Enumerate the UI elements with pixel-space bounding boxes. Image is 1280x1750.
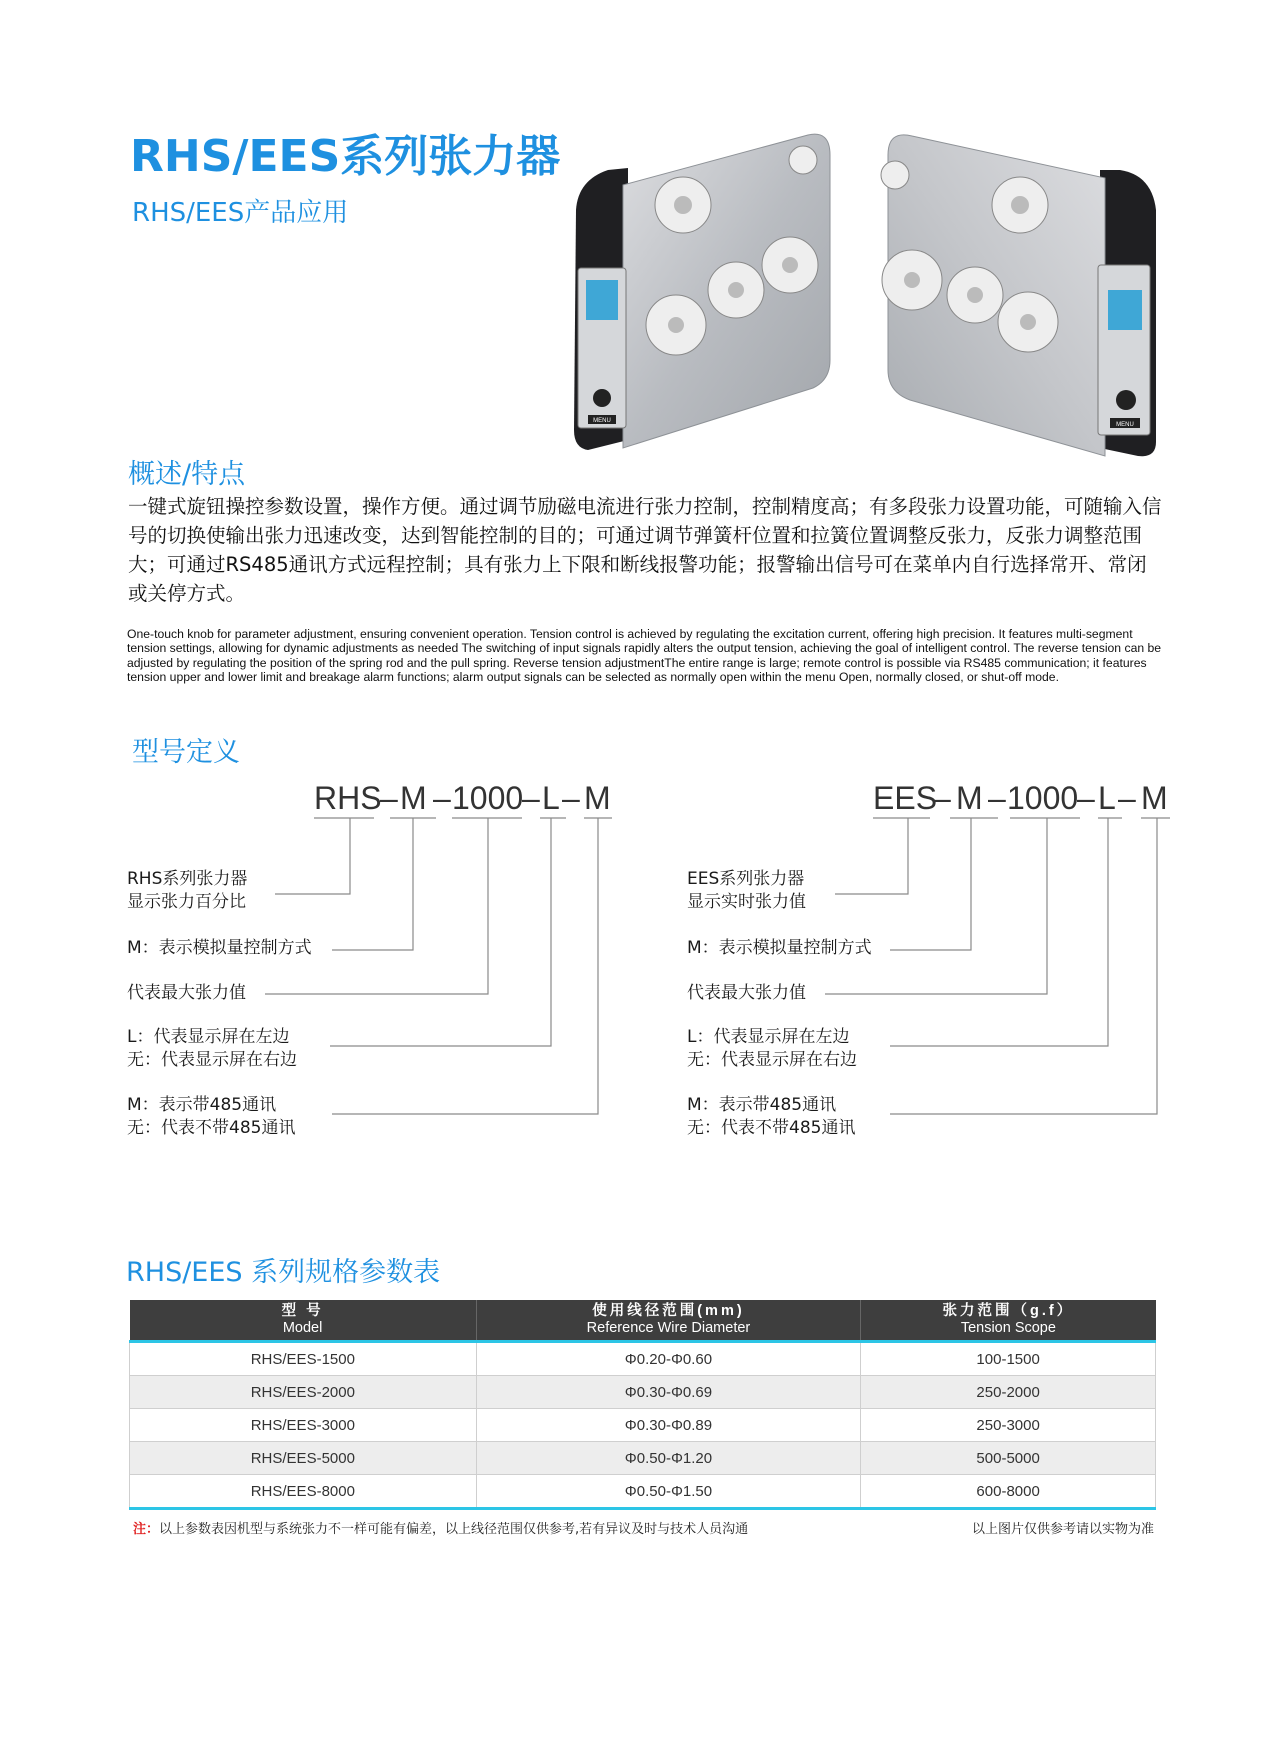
column-header-tension-scope: 张力范围（g.f） Tension Scope	[861, 1300, 1156, 1342]
table-row	[130, 1475, 1156, 1509]
ees-label-series: EES系列张力器 显示实时张力值	[687, 869, 806, 912]
rhs-seg-control: M	[400, 780, 427, 816]
cell-model: RHS/EES-3000	[130, 1409, 477, 1442]
cell-wire-diameter: Φ0.30-Φ0.89	[476, 1409, 861, 1442]
rhs-label-comm: M：表示带485通讯 无：代表不带485通讯	[127, 1095, 296, 1138]
ees-label-comm: M：表示带485通讯 无：代表不带485通讯	[687, 1095, 856, 1138]
column-header-model: 型 号 Model	[130, 1300, 477, 1342]
ees-label-control: M：表示模拟量控制方式	[687, 938, 872, 958]
cell-tension: 500-5000	[861, 1442, 1156, 1475]
page-title: RHS/EES系列张力器	[130, 131, 561, 182]
cell-tension: 250-3000	[861, 1409, 1156, 1442]
rhs-label-control: M：表示模拟量控制方式	[127, 938, 312, 958]
cell-model: RHS/EES-8000	[130, 1475, 477, 1509]
cell-tension: 250-2000	[861, 1376, 1156, 1409]
cell-wire-diameter: Φ0.50-Φ1.50	[476, 1475, 861, 1509]
rhs-label-display: L：代表显示屏在左边 无：代表显示屏在右边	[127, 1027, 297, 1070]
cell-model: RHS/EES-5000	[130, 1442, 477, 1475]
rhs-seg-series: RHS	[314, 780, 382, 816]
table-row	[130, 1442, 1156, 1475]
rhs-seg-comm: M	[584, 780, 611, 816]
page-subtitle: RHS/EES产品应用	[132, 198, 349, 228]
cell-tension: 600-8000	[861, 1475, 1156, 1509]
cell-wire-diameter: Φ0.50-Φ1.20	[476, 1442, 861, 1475]
spec-table	[129, 1300, 1156, 1510]
spec-table-heading: RHS/EES 系列规格参数表	[126, 1257, 441, 1288]
overview-cn-text: 一键式旋钮操控参数设置，操作方便。通过调节励磁电流进行张力控制，控制精度高；有多段张力设置功能，可随输入信号的切换使输出张力迅速改变，达到智能控制的目的；可通过调节弹簧杆位置和拉簧位置调整反张力，反张力调整范围大；可通过RS485通讯方式远程控制；具有张力上下限和断线报警功能；报警输出信号可在菜单内自行选择常开、常闭或关停方式。	[128, 495, 1162, 605]
overview-heading: 概述/特点	[128, 459, 246, 490]
ees-label-tension: 代表最大张力值	[687, 983, 806, 1003]
rhs-seg-tension: 1000	[452, 780, 524, 816]
ees-label-display: L：代表显示屏在左边 无：代表显示屏在右边	[687, 1027, 857, 1070]
menu-label-right: MENU	[1116, 422, 1134, 428]
table-row	[130, 1342, 1156, 1376]
menu-label-left: MENU	[593, 418, 611, 424]
ees-seg-tension: 1000	[1007, 780, 1079, 816]
image-disclaimer: 以上图片仅供参考请以实物为准	[972, 1522, 1155, 1537]
cell-wire-diameter: Φ0.30-Φ0.69	[476, 1376, 861, 1409]
cell-model: RHS/EES-2000	[130, 1376, 477, 1409]
ees-seg-display: L	[1098, 780, 1116, 816]
cell-wire-diameter: Φ0.20-Φ0.60	[476, 1342, 861, 1376]
rhs-label-series: RHS系列张力器 显示张力百分比	[127, 869, 248, 912]
ees-seg-series: EES	[873, 780, 938, 816]
ees-seg-control: M	[956, 780, 983, 816]
rhs-seg-display: L	[542, 780, 560, 816]
ees-seg-comm: M	[1141, 780, 1168, 816]
cell-model: RHS/EES-1500	[130, 1342, 477, 1376]
rhs-label-tension: 代表最大张力值	[127, 983, 246, 1003]
footnote-prefix: 注：	[133, 1522, 160, 1537]
cell-tension: 100-1500	[861, 1342, 1156, 1376]
table-row	[130, 1376, 1156, 1409]
overview-en-text: One-touch knob for parameter adjustment, ensuring convenient operation. Tension control is achieved by regulating the excitation current, offering high precision. It features multi-segment tension settings, allowing for dynamic adjustments as needed The switching of input signals rapidly alters the output tension, achieving the goal of intelligent control. The reverse tension can be adjusted by regulating the position of the spring rod and the pull spring. Reverse tension adjustmentThe entire range is large; remote control is possible via RS485 communication; it features tension upper and lower limit and breakage alarm functions; alarm output signals can be selected as normally open within the menu Open, normally closed, or shut-off mode.	[127, 627, 1162, 684]
footnote-text: 以上参数表因机型与系统张力不一样可能有偏差，以上线径范围仅供参考,若有异议及时与技术人员沟通	[159, 1522, 749, 1537]
column-header-wire-diameter: 使用线径范围(mm) Reference Wire Diameter	[476, 1300, 861, 1342]
model-definition-heading: 型号定义	[132, 737, 240, 768]
table-header-row	[130, 1300, 1156, 1342]
table-row	[130, 1409, 1156, 1442]
table-footnote	[133, 1518, 748, 1537]
